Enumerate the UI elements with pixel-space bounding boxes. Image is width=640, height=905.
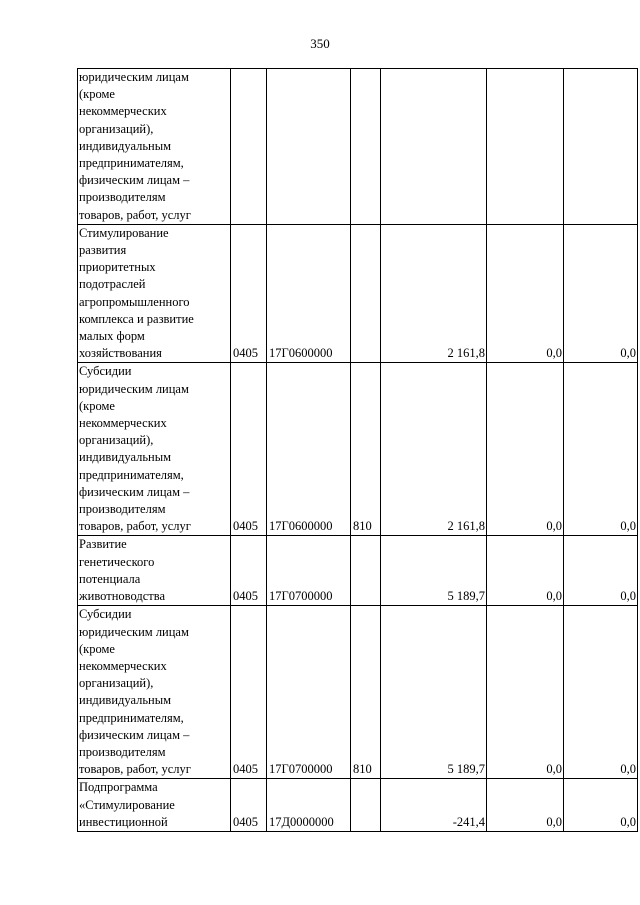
table-row bbox=[78, 606, 638, 779]
target-article-cell: 17Г0700000 bbox=[267, 536, 351, 606]
item-name-line: организаций), bbox=[79, 676, 154, 691]
item-name-cell bbox=[78, 69, 231, 225]
item-name-line: предпринимателям, bbox=[79, 156, 184, 171]
target-article-cell: 17Д0000000 bbox=[267, 779, 351, 832]
item-name-line: Подпрограмма bbox=[79, 780, 158, 795]
item-name-line: (кроме bbox=[79, 641, 115, 656]
item-name-cell bbox=[78, 224, 231, 363]
amount-cell-3: 0,0 bbox=[564, 363, 638, 536]
table-row bbox=[78, 224, 638, 363]
expense-type-cell: 810 bbox=[351, 606, 381, 779]
item-name-line: индивидуальным bbox=[79, 693, 172, 708]
item-name-line: физическим лицам – bbox=[79, 727, 190, 742]
item-name-line: Развитие bbox=[79, 537, 127, 552]
item-name-line: комплекса и развитие bbox=[79, 311, 194, 326]
amount-cell-3: 0,0 bbox=[564, 606, 638, 779]
item-name-line: индивидуальным bbox=[79, 138, 172, 153]
item-name-cell bbox=[78, 363, 231, 536]
item-name-line: предпринимателям, bbox=[79, 467, 184, 482]
target-article-cell: 17Г0700000 bbox=[267, 606, 351, 779]
target-article-cell bbox=[267, 69, 351, 225]
section-code-cell: 0405 bbox=[231, 779, 267, 832]
section-code-cell: 0405 bbox=[231, 363, 267, 536]
target-article-cell: 17Г0600000 bbox=[267, 363, 351, 536]
expense-type-cell bbox=[351, 536, 381, 606]
item-name-line: некоммерческих bbox=[79, 416, 167, 431]
item-name-line: инвестиционной bbox=[79, 814, 168, 829]
amount-cell-3: 0,0 bbox=[564, 224, 638, 363]
item-name-line: животноводства bbox=[79, 589, 165, 604]
item-name-line: юридическим лицам bbox=[79, 381, 189, 396]
item-name-cell bbox=[78, 779, 231, 832]
item-name-line: генетического bbox=[79, 554, 155, 569]
target-article-cell: 17Г0600000 bbox=[267, 224, 351, 363]
item-name-line: (кроме bbox=[79, 398, 115, 413]
amount-cell-1: 5 189,7 bbox=[381, 606, 487, 779]
amount-cell-1: 2 161,8 bbox=[381, 363, 487, 536]
item-name-line: (кроме bbox=[79, 87, 115, 102]
item-name-line: организаций), bbox=[79, 433, 154, 448]
amount-cell-1: 2 161,8 bbox=[381, 224, 487, 363]
item-name-line: юридическим лицам bbox=[79, 624, 189, 639]
amount-cell-3: 0,0 bbox=[564, 779, 638, 832]
item-name-line: подотраслей bbox=[79, 277, 146, 292]
item-name-line: производителям bbox=[79, 502, 166, 517]
item-name-line: малых форм bbox=[79, 329, 145, 344]
item-name-line: индивидуальным bbox=[79, 450, 172, 465]
item-name-line: товаров, работ, услуг bbox=[79, 519, 191, 534]
item-name-line: товаров, работ, услуг bbox=[79, 762, 191, 777]
item-name-line: развития bbox=[79, 243, 127, 258]
section-code-cell: 0405 bbox=[231, 536, 267, 606]
table-row bbox=[78, 536, 638, 606]
amount-cell-2 bbox=[487, 69, 564, 225]
item-name-line: товаров, работ, услуг bbox=[79, 207, 191, 222]
section-code-cell: 0405 bbox=[231, 224, 267, 363]
item-name-line: некоммерческих bbox=[79, 658, 167, 673]
item-name-line: некоммерческих bbox=[79, 104, 167, 119]
item-name-line: организаций), bbox=[79, 121, 154, 136]
item-name-line: юридическим лицам bbox=[79, 70, 189, 84]
budget-table-body bbox=[78, 69, 638, 832]
item-name-line: предпринимателям, bbox=[79, 710, 184, 725]
expense-type-cell bbox=[351, 779, 381, 832]
item-name-line: Субсидии bbox=[79, 364, 132, 379]
amount-cell-1: 5 189,7 bbox=[381, 536, 487, 606]
amount-cell-1: -241,4 bbox=[381, 779, 487, 832]
amount-cell-2: 0,0 bbox=[487, 224, 564, 363]
item-name-line: Субсидии bbox=[79, 607, 132, 622]
expense-type-cell bbox=[351, 69, 381, 225]
item-name-line: физическим лицам – bbox=[79, 173, 190, 188]
amount-cell-3: 0,0 bbox=[564, 536, 638, 606]
expense-type-cell: 810 bbox=[351, 363, 381, 536]
amount-cell-2: 0,0 bbox=[487, 363, 564, 536]
budget-table bbox=[77, 68, 638, 832]
section-code-cell bbox=[231, 69, 267, 225]
item-name-line: производителям bbox=[79, 744, 166, 759]
amount-cell-2: 0,0 bbox=[487, 779, 564, 832]
item-name-line: производителям bbox=[79, 190, 166, 205]
table-row bbox=[78, 779, 638, 832]
item-name-line: хозяйствования bbox=[79, 346, 162, 361]
section-code-cell: 0405 bbox=[231, 606, 267, 779]
amount-cell-2: 0,0 bbox=[487, 536, 564, 606]
item-name-line: физическим лицам – bbox=[79, 484, 190, 499]
item-name-line: Стимулирование bbox=[79, 225, 169, 240]
item-name-cell bbox=[78, 536, 231, 606]
amount-cell-2: 0,0 bbox=[487, 606, 564, 779]
amount-cell-3 bbox=[564, 69, 638, 225]
item-name-line: «Стимулирование bbox=[79, 797, 175, 812]
item-name-line: приоритетных bbox=[79, 260, 156, 275]
item-name-line: потенциала bbox=[79, 571, 141, 586]
table-row bbox=[78, 363, 638, 536]
item-name-cell bbox=[78, 606, 231, 779]
item-name-line: агропромышленного bbox=[79, 294, 190, 309]
amount-cell-1 bbox=[381, 69, 487, 225]
expense-type-cell bbox=[351, 224, 381, 363]
page-number: 350 bbox=[310, 36, 330, 51]
table-row bbox=[78, 69, 638, 225]
